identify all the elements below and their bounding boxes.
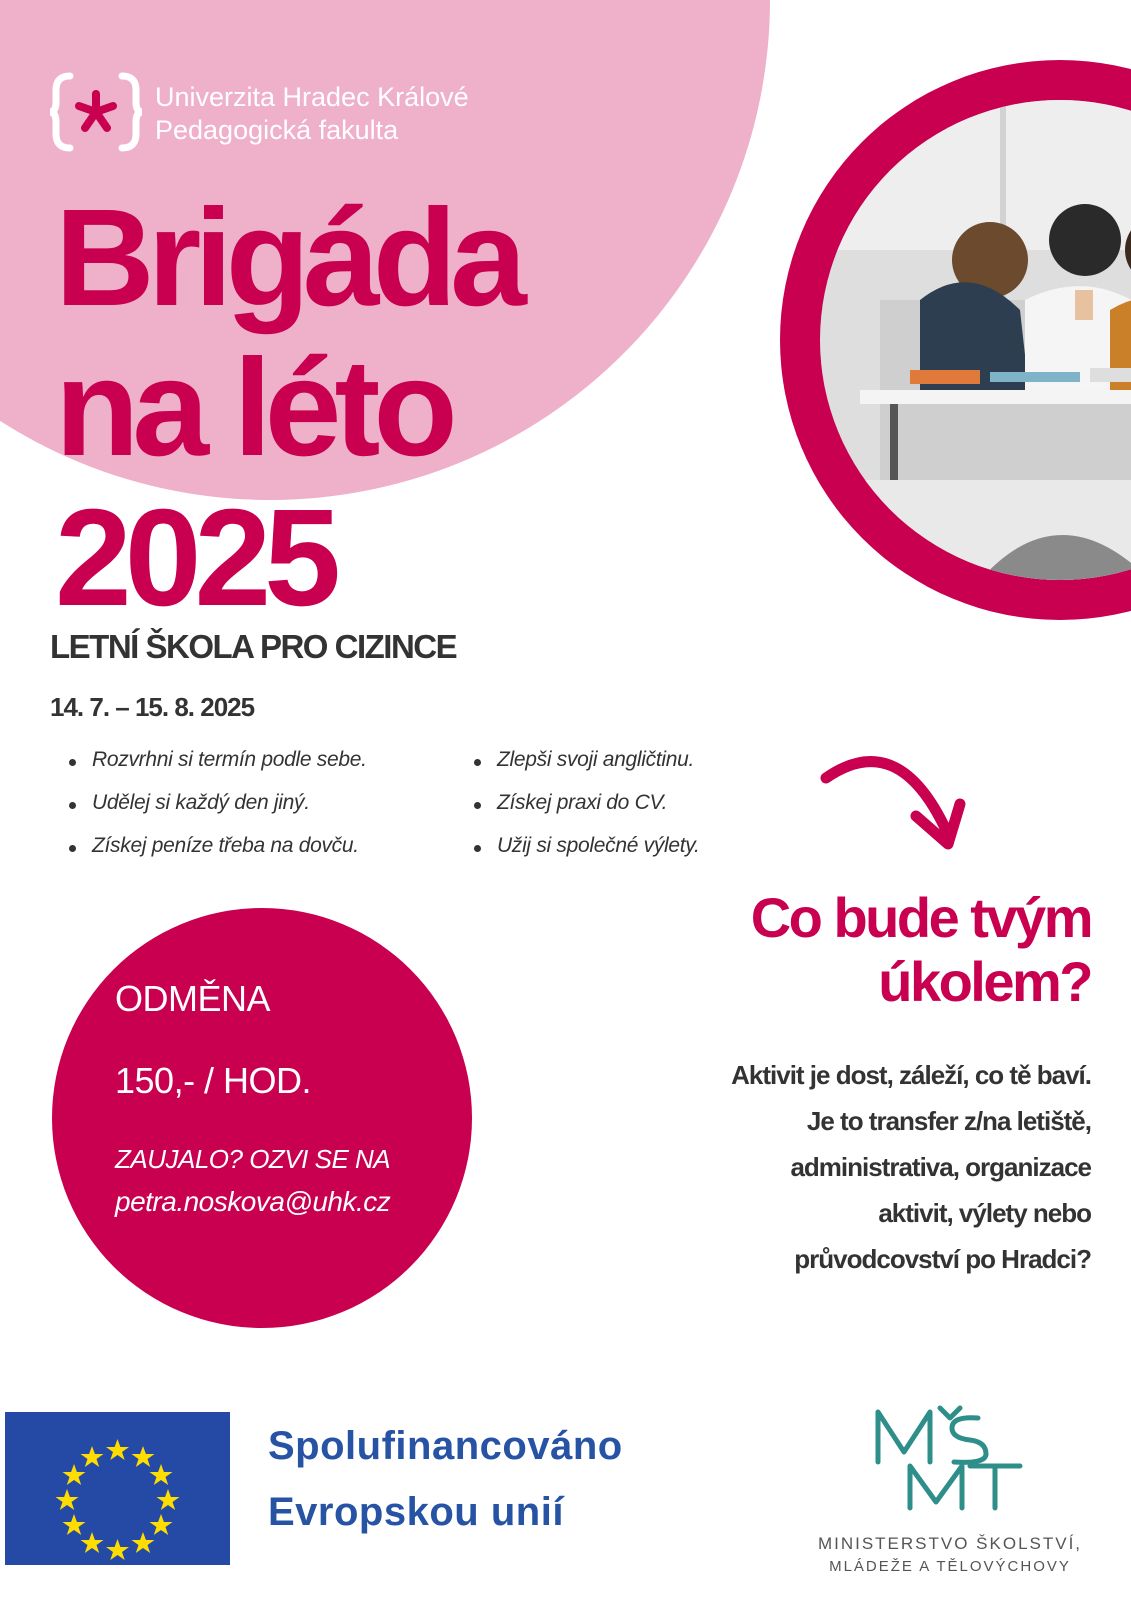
- list-item: Získej peníze třeba na dovču.: [65, 834, 367, 877]
- list-item: Užij si společné výlety.: [470, 834, 699, 877]
- headline-line-3: 2025: [55, 481, 334, 635]
- curved-arrow-down-icon: [818, 738, 968, 858]
- university-name: Univerzita Hradec Králové: [155, 82, 469, 112]
- ministry-name-line-1: MINISTERSTVO ŠKOLSTVÍ,: [817, 1534, 1083, 1553]
- eu-flag-icon: [5, 1412, 230, 1565]
- list-item: Udělej si každý den jiný.: [65, 791, 367, 834]
- list-item: Rozvrhni si termín podle sebe.: [65, 748, 367, 791]
- reward-amount: 150,- / HOD.: [115, 1060, 312, 1101]
- headline-line-1: Brigáda: [55, 181, 520, 335]
- ministry-name-line-2: MLÁDEŽE A TĚLOVÝCHOVY: [829, 1558, 1071, 1575]
- task-description-line: Je to transfer z/na letiště,: [806, 1106, 1091, 1136]
- task-description-line: administrativa, organizace: [790, 1152, 1091, 1182]
- task-title-line-2: úkolem?: [878, 950, 1091, 1013]
- task-description-line: Aktivit je dost, záleží, co tě baví.: [731, 1060, 1091, 1090]
- eu-cofinanced-line-1: Spolufinancováno: [268, 1424, 623, 1468]
- reward-label: ODMĚNA: [115, 978, 271, 1019]
- list-item: Zlepši svoji angličtinu.: [470, 748, 699, 791]
- subtitle: LETNÍ ŠKOLA PRO CIZINCE: [50, 628, 457, 665]
- eu-cofinanced-line-2: Evropskou unií: [268, 1490, 564, 1534]
- task-title-line-1: Co bude tvým: [750, 886, 1091, 949]
- task-description-line: průvodcovství po Hradci?: [794, 1244, 1091, 1274]
- contact-prompt: ZAUJALO? OZVI SE NA: [115, 1144, 391, 1174]
- benefits-list-left: [65, 748, 367, 877]
- date-range: 14. 7. – 15. 8. 2025: [50, 692, 255, 722]
- msmt-logo: [870, 1404, 1030, 1516]
- benefits-list-right: [470, 748, 699, 877]
- university-asterisk-logo: [48, 72, 144, 152]
- list-item: Získej praxi do CV.: [470, 791, 699, 834]
- task-description-line: aktivit, výlety nebo: [878, 1198, 1091, 1228]
- contact-email-link[interactable]: petra.noskova@uhk.cz: [115, 1186, 391, 1217]
- headline-line-2: na léto: [55, 331, 451, 485]
- faculty-name: Pedagogická fakulta: [155, 115, 399, 145]
- reward-circle: [52, 908, 472, 1328]
